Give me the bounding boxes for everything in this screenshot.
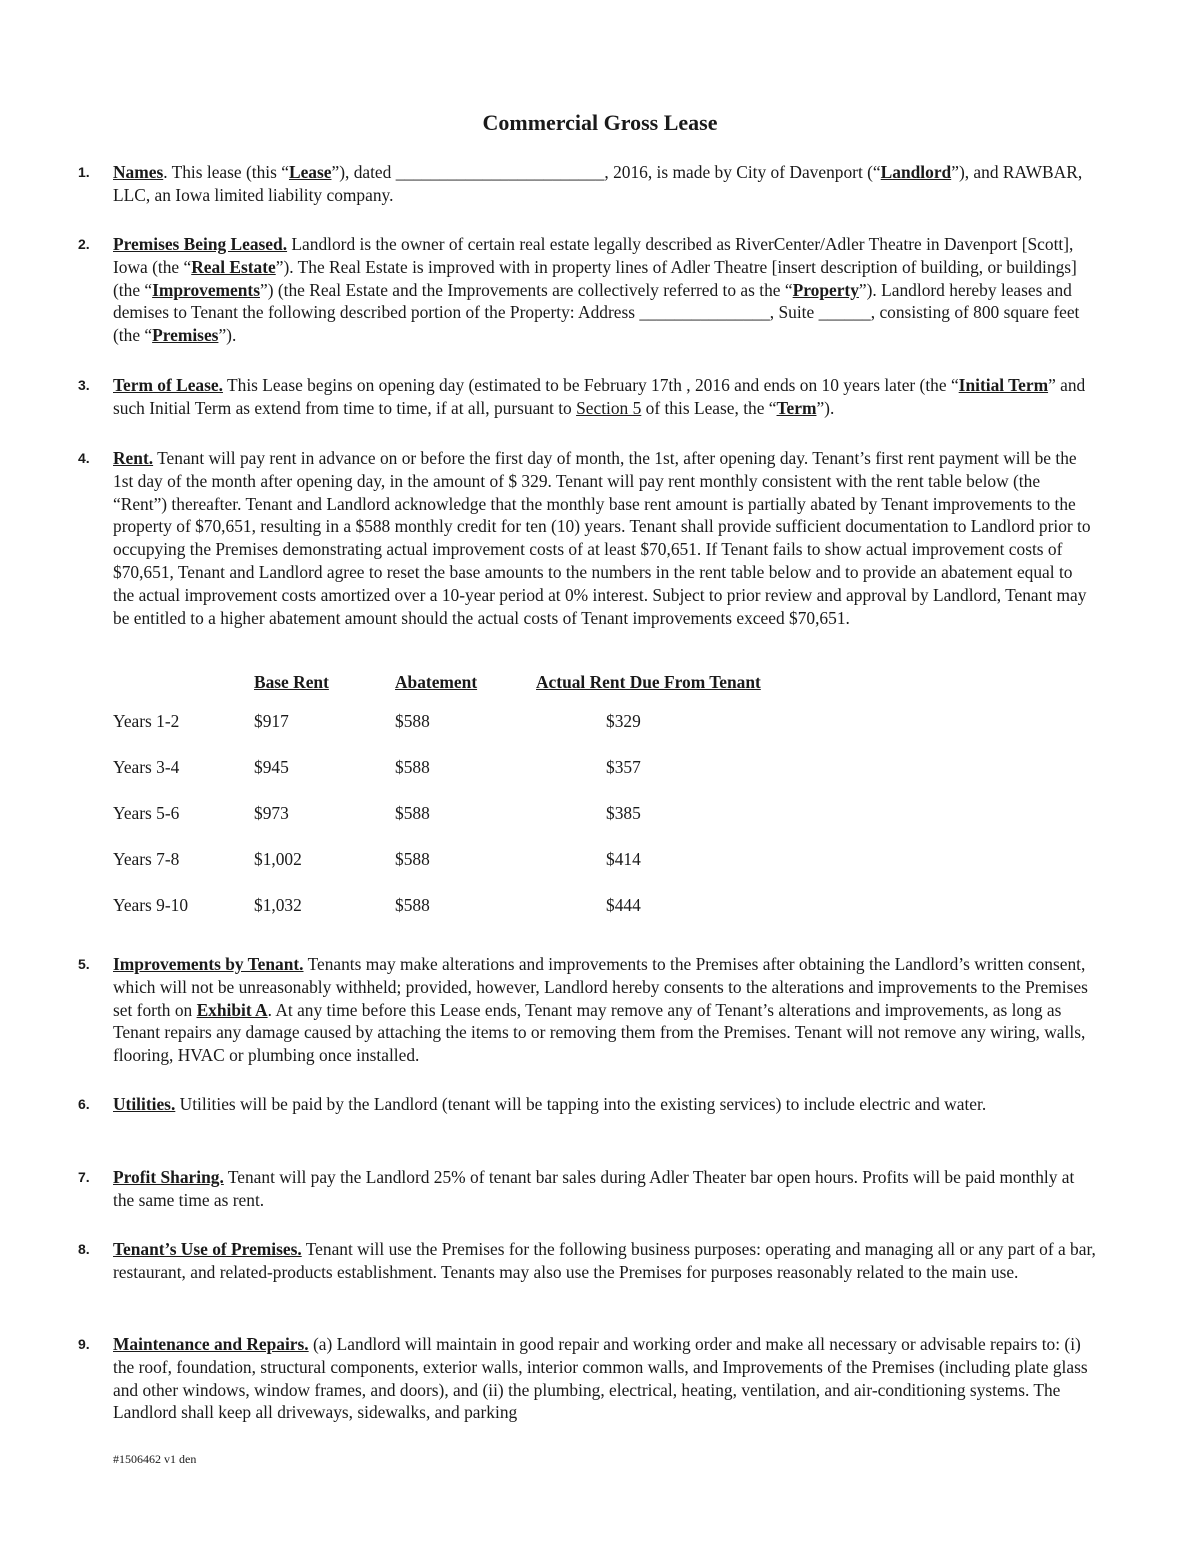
section-text: ”).: [816, 397, 835, 418]
section-heading: Maintenance and Repairs.: [113, 1334, 309, 1354]
defined-term: Improvements: [152, 279, 260, 300]
defined-term: Premises: [152, 325, 219, 346]
section-body: [113, 374, 1098, 420]
section-text: ” and such Initial Term as extend from time to time, if at all, pursuant to: [113, 375, 1086, 418]
rent-table-cell: Years 1-2: [113, 710, 180, 731]
section-text: Utilities will be paid by the Landlord (tenant will be tapping into the existing services) to include electric and water.: [175, 1094, 987, 1114]
section-number: 8.: [78, 1241, 90, 1257]
section-body: [113, 1093, 1098, 1116]
section-number: 6.: [78, 1096, 90, 1112]
section-utilities: [78, 1093, 1098, 1116]
rent-table-cell: $917: [254, 710, 289, 731]
defined-term: Real Estate: [191, 256, 276, 277]
rent-table-header: Base Rent: [254, 672, 329, 692]
section-number: 4.: [78, 450, 90, 466]
defined-term: Initial Term: [958, 375, 1049, 395]
rent-table-cell: $588: [395, 756, 430, 777]
rent-table-header: Abatement: [395, 672, 478, 692]
section-text: Landlord is the owner of certain real estate legally described as RiverCenter/Adler Theatre in Davenport [Scott], Iowa (the “: [113, 234, 1074, 277]
section-number: 1.: [78, 164, 90, 180]
rent-table-cell: $1,002: [254, 848, 302, 869]
section-text: of this Lease, the “: [641, 397, 777, 418]
section-number: 3.: [78, 377, 90, 393]
section-heading: Improvements by Tenant.: [113, 954, 304, 974]
section-names: [78, 161, 1098, 207]
section-text: Tenants may make alterations and improvements to the Premises after obtaining the Landlord’s written consent, which will not be unreasonably withheld; provided, however, Landlord hereby consents to the alterations and improvements to the Premises set forth on: [113, 954, 1088, 1020]
section-text: ”), dated ________________________, 2016, is made by City of Davenport (“: [331, 162, 881, 182]
section-body: [113, 161, 1098, 207]
section-profit-sharing: [78, 1166, 1098, 1212]
rent-table-cell: $357: [606, 756, 641, 777]
section-body: [113, 1166, 1098, 1212]
rent-table-cell: Years 7-8: [113, 848, 180, 869]
section-number: 5.: [78, 956, 90, 972]
section-number: 2.: [78, 236, 90, 252]
rent-table: [113, 672, 866, 928]
rent-table-cell: Years 3-4: [113, 756, 180, 777]
rent-table-cell: $588: [395, 848, 430, 869]
defined-term: Landlord: [880, 162, 952, 182]
section-text: . At any time before this Lease ends, Tenant may remove any of Tenant’s alterations and improvements, as long as Tenant repairs any damage caused by attaching the items to or removing them from the Premises. Tenant will not remove any wiring, walls, flooring, HVAC or plumbing once installed.: [113, 999, 1086, 1066]
section-heading: Premises Being Leased.: [113, 234, 288, 254]
rent-table-cell: $1,032: [254, 894, 302, 915]
section-body: [113, 447, 1098, 629]
rent-table-cell: $385: [606, 802, 641, 823]
section-text: ”) (the Real Estate and the Improvements are collectively referred to as the “: [260, 279, 793, 300]
defined-term: Lease: [288, 162, 332, 182]
defined-term: Property: [792, 279, 859, 300]
rent-table-row: [113, 882, 866, 928]
rent-table-cell: $414: [606, 848, 641, 869]
section-number: 9.: [78, 1336, 90, 1352]
section-body: [113, 953, 1098, 1067]
rent-table-header: Actual Rent Due From Tenant: [536, 672, 761, 692]
section-maintenance: [78, 1333, 1098, 1424]
section-text: ”). Landlord hereby leases and demises to Tenant the following described portion of the Property: Address _______________, Suite ______, consisting of 800 square feet (the “: [113, 279, 1080, 346]
section-term: [78, 374, 1098, 420]
section-text: ”), and RAWBAR, LLC, an Iowa limited liability company.: [113, 162, 1083, 205]
rent-table-cell: $588: [395, 710, 430, 731]
rent-table-header: [113, 672, 254, 698]
section-heading: Names: [113, 162, 164, 182]
section-heading: Profit Sharing.: [113, 1167, 224, 1187]
section-text: Tenant will use the Premises for the following business purposes: operating and managing all or any part of a bar, restaurant, and related-products establishment. Tenants may also use the Premises for purposes reasonably related to the main use.: [113, 1239, 1096, 1282]
document-footer-id: #1506462 v1 den: [113, 1452, 197, 1466]
rent-table-row: [113, 698, 866, 744]
rent-table-cell: $588: [395, 894, 430, 915]
rent-table-cell: Years 9-10: [113, 894, 189, 915]
section-text: ”). The Real Estate is improved with in property lines of Adler Theatre [insert description of building, or buildings] (the “: [113, 256, 1077, 300]
section-heading: Utilities.: [113, 1094, 176, 1114]
rent-table-cell: $588: [395, 802, 430, 823]
section-heading: Term of Lease.: [113, 375, 223, 395]
rent-table-cell: $945: [254, 756, 289, 777]
section-body: [113, 1238, 1098, 1284]
section-body: [113, 233, 1098, 347]
rent-table-cell: Years 5-6: [113, 802, 180, 823]
rent-table-cell: $444: [606, 894, 641, 915]
section-improvements: [78, 953, 1098, 1067]
section-text: Tenant will pay the Landlord 25% of tenant bar sales during Adler Theater bar open hours. Profits will be paid monthly at the same time as rent.: [113, 1167, 1075, 1210]
section-heading: Rent.: [113, 448, 154, 468]
exhibit-reference: Exhibit A: [196, 999, 268, 1020]
rent-table-row: [113, 790, 866, 836]
section-body: [113, 1333, 1098, 1424]
rent-table-cell: $329: [606, 710, 641, 731]
rent-table-row: [113, 836, 866, 882]
section-text: ”).: [218, 325, 237, 346]
section-text: This Lease begins on opening day (estimated to be February 17th , 2016 and ends on 10 years later (the “: [222, 375, 959, 395]
rent-table-cell: $973: [254, 802, 289, 823]
section-rent: [78, 447, 1098, 629]
section-text: Tenant will pay rent in advance on or before the first day of month, the 1st, after opening day. Tenant’s first rent payment will be the 1st day of the month after opening day, in the amount of $ 329. Tenant will pay rent monthly consistent with the rent table below (the “Rent”) thereafter. Tenant and Landlord acknowledge that the monthly base rent amount is partially abated by Tenant improvements to the property of $70,651, resulting in a $588 monthly credit for ten (10) years. Tenant shall provide sufficient documentation to Landlord prior to occupying the Premises demonstrating actual improvement costs of at least $70,651. If Tenant fails to show actual improvement costs of $70,651, Tenant and Landlord agree to reset the base amounts to the numbers in the rent table below and to provide an abatement equal to the actual improvement costs amortized over a 10-year period at 0% interest. Subject to prior review and approval by Landlord, Tenant may be entitled to a higher abatement amount should the actual costs of Tenant improvements exceed $70,651.: [113, 448, 1091, 628]
section-number: 7.: [78, 1169, 90, 1185]
rent-table-row: [113, 744, 866, 790]
section-premises: [78, 233, 1098, 347]
section-heading: Tenant’s Use of Premises.: [113, 1239, 302, 1259]
section-reference: Section 5: [576, 397, 642, 418]
section-use-of-premises: [78, 1238, 1098, 1284]
document-title: Commercial Gross Lease: [482, 110, 718, 135]
rent-table-header-row: [113, 672, 866, 698]
section-text: (a) Landlord will maintain in good repair and working order and make all necessary or advisable repairs to: (i) the roof, foundation, structural components, exterior walls, interior common walls, and Improvements of the Premises (including plate glass and other windows, window frames, and doors), and (ii) the plumbing, electrical, heating, ventilation, and air-conditioning systems. The Landlord shall keep all driveways, sidewalks, and parking: [113, 1334, 1088, 1423]
defined-term: Term: [776, 397, 817, 418]
section-text: . This lease (this “: [163, 162, 289, 182]
